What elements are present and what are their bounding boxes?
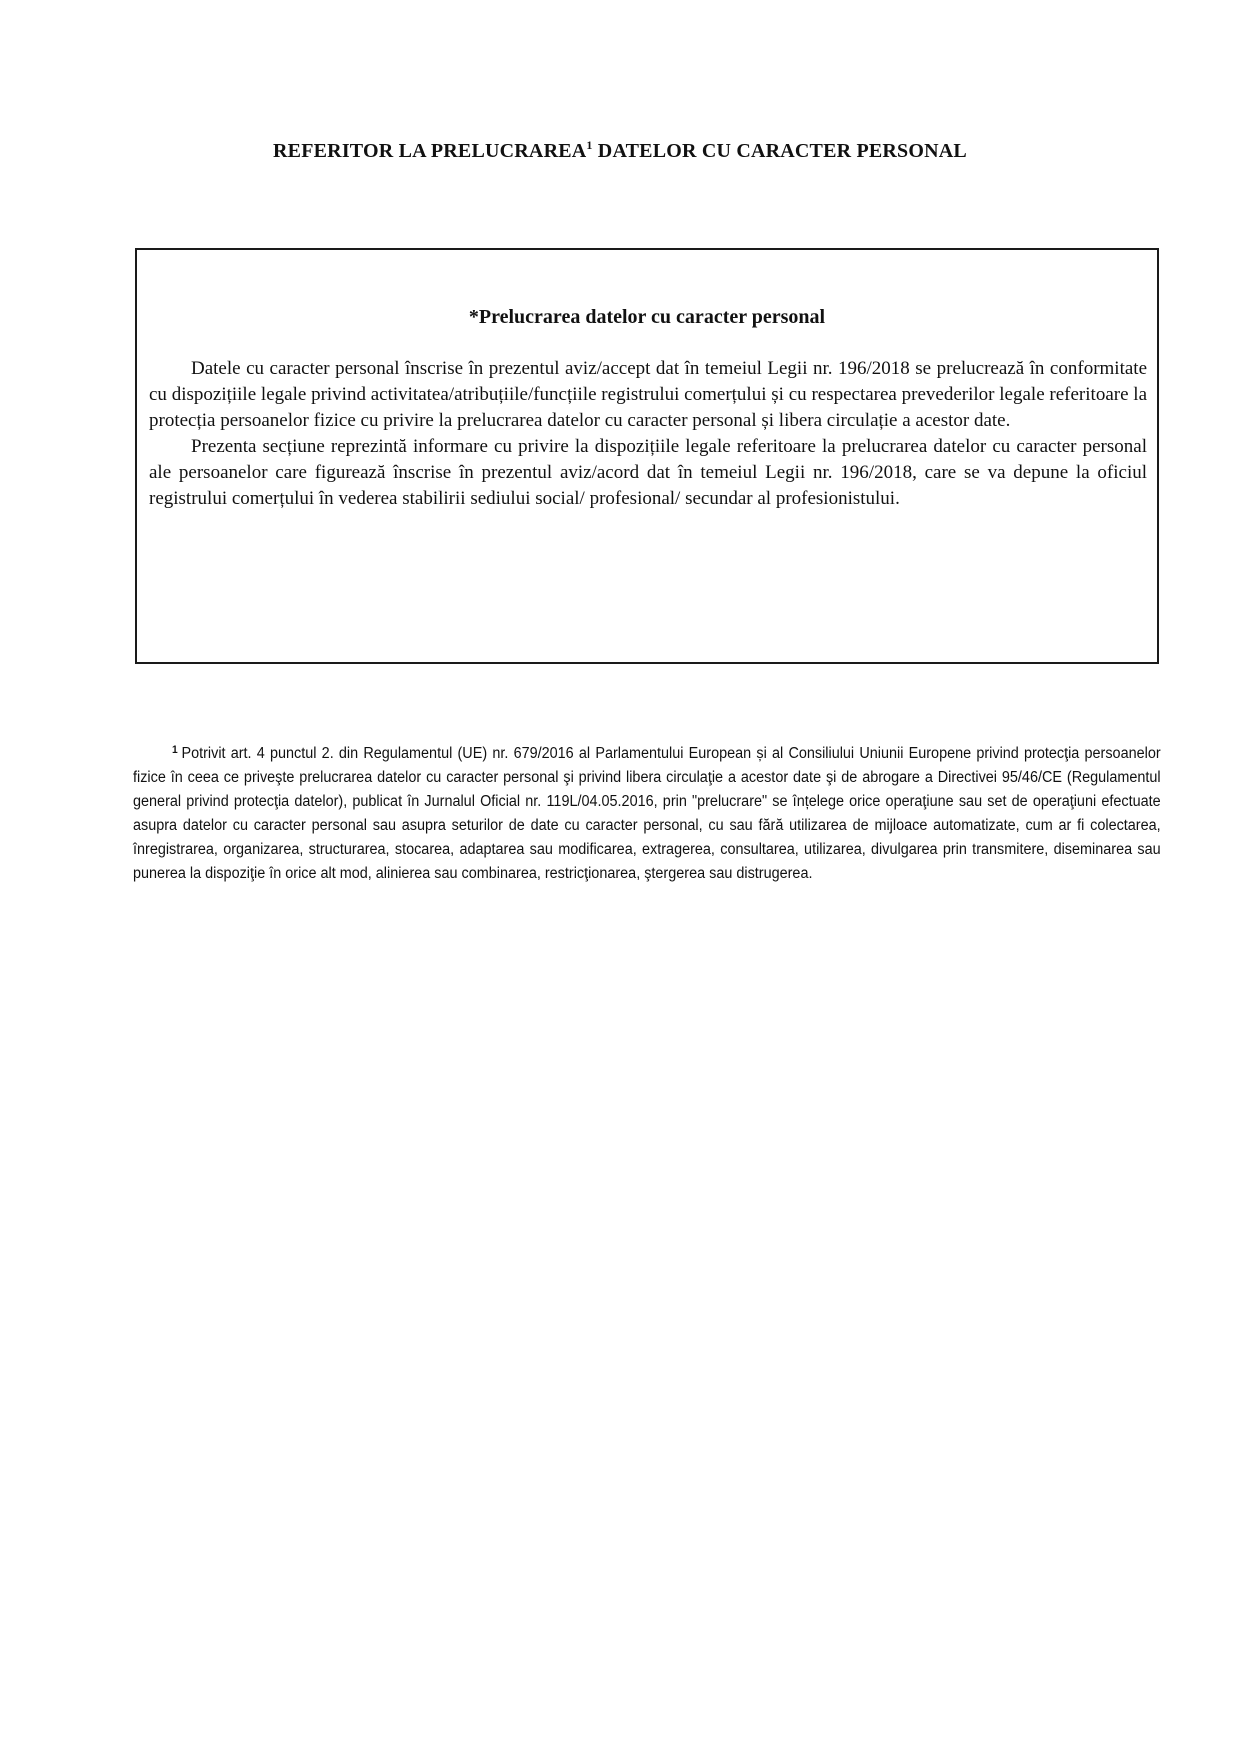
footnote-text: Potrivit art. 4 punctul 2. din Regulamentul (UE) nr. 679/2016 al Parlamentului European și al Consiliului Uniunii Europene privind protecţia persoanelor fizice în ceea ce priveşte prelucrarea datelor cu caracter personal şi privind libera circulaţie a acestor date şi de abrogare a Directivei 95/46/CE (Regulamentul general privind protecţia datelor), publicat în Jurnalul Oficial nr. 119L/04.05.2016, prin "prelucrare" se înțelege orice operaţiune sau set de operaţiuni efectuate asupra datelor cu caracter personal sau asupra seturilor de date cu caracter personal, cu sau fără utilizarea de mijloace automatizate, cum ar fi colectarea, înregistrarea, organizarea, structurarea, stocarea, adaptarea sau modificarea, extragerea, consultarea, utilizarea, divulgarea prin transmitere, diseminarea sau punerea la dispoziţie în orice alt mod, alinierea sau combinarea, restricţionarea, ştergerea sau distrugerea.: [133, 745, 1161, 882]
notice-paragraph: Datele cu caracter personal înscrise în prezentul aviz/accept dat în temeiul Legii nr. 196/2018 se prelucrează în conformitate cu dispozițiile legale privind activitatea/atribuțiile/funcțiile registrului comerțului și cu respectarea prevederilor legale referitoare la protecția persoanelor fizice cu privire la prelucrarea datelor cu caracter personal și libera circulație a acestor date.: [149, 358, 1147, 431]
notice-paragraph: Prezenta secțiune reprezintă informare cu privire la dispozițiile legale referitoare la prelucrarea datelor cu caracter personal ale persoanelor care figurează înscrise în prezentul aviz/acord dat în temeiul Legii nr. 196/2018, care se va depune la oficiul registrului comerțului în vederea stabilirii sediului social/ profesional/ secundar al profesionistului.: [149, 436, 1147, 509]
page-title-text-continued: DATELOR CU CARACTER PERSONAL: [592, 140, 967, 162]
page-title: [0, 140, 1240, 163]
footnote: [133, 742, 1161, 886]
page-title-text: REFERITOR LA PRELUCRAREA: [273, 140, 587, 162]
footnote-paragraph: [133, 742, 1161, 886]
data-processing-notice-box: [135, 248, 1159, 664]
footnote-marker: 1: [172, 744, 178, 756]
footnote-reference: 1: [586, 138, 593, 152]
notice-title: *Prelucrarea datelor cu caracter personal: [468, 306, 826, 328]
notice-body: [149, 356, 1147, 512]
